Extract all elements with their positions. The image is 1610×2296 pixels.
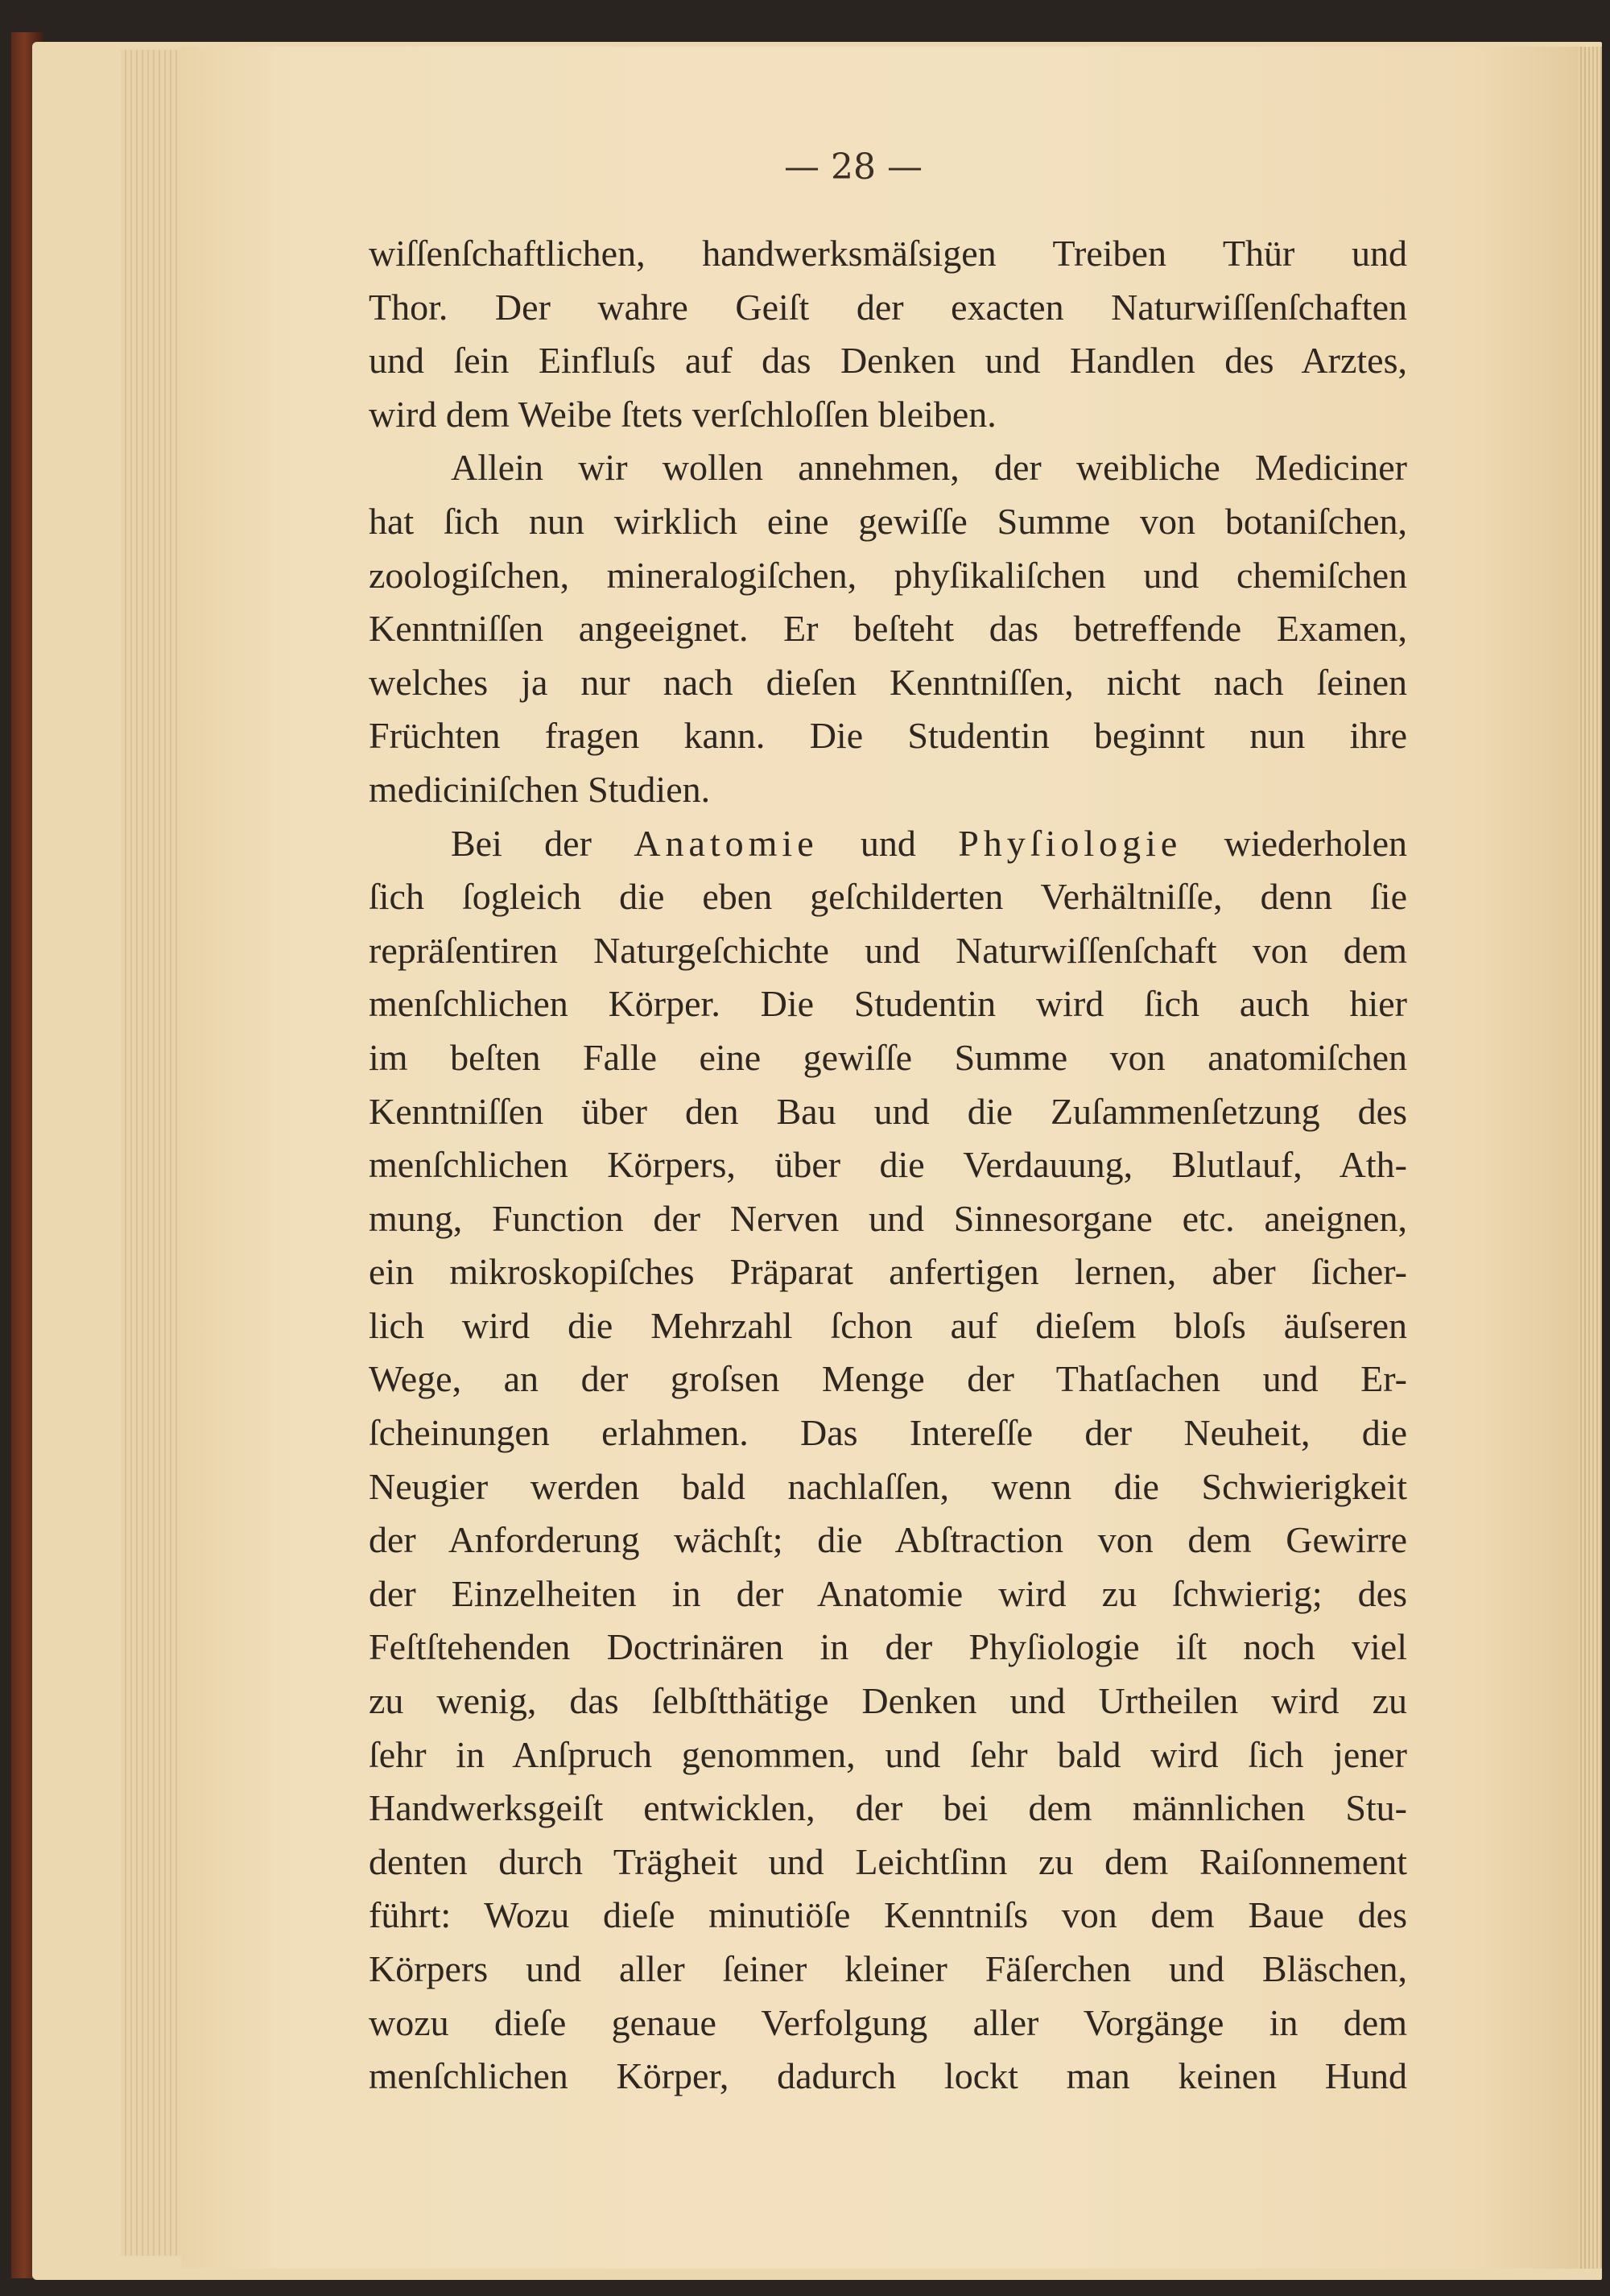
text-line-12-lead: Bei der [451, 822, 634, 864]
text-line-4: wird dem Weibe ſtets verſchloſſen bleiben. [369, 393, 997, 435]
text-line-22: Wege, an der groſsen Menge der Thatſachen und Er- [369, 1358, 1407, 1400]
text-line-12-tail: wiederholen [1182, 822, 1407, 864]
text-line-6: hat ſich nun wirklich eine gewiſſe Summe von botaniſchen, [369, 500, 1407, 542]
text-line-17: Kenntniſſen über den Bau und die Zuſammenſetzung des [369, 1090, 1407, 1132]
text-line-18: menſchlichen Körpers, über die Verdauung, Blutlauf, Ath- [369, 1144, 1407, 1186]
text-line-7: zoologiſchen, mineralogiſchen, phyſikaliſchen und chemiſchen [369, 554, 1407, 596]
text-line-30: Handwerksgeiſt entwicklen, der bei dem männlichen Stu- [369, 1787, 1407, 1829]
text-line-32: führt: Wozu dieſe minutiöſe Kenntniſs von dem Baue des [369, 1894, 1407, 1936]
text-line-13: ſich ſogleich die eben geſchilderten Verhältniſſe, denn ſie [369, 876, 1407, 918]
text-line-12-spaced [369, 817, 1407, 871]
text-line-29: ſehr in Anſpruch genommen, und ſehr bald wird ſich jener [369, 1733, 1407, 1775]
text-line-33: Körpers und aller ſeiner kleiner Fäſerchen und Bläschen, [369, 1948, 1407, 1989]
text-line-34: wozu dieſe genaue Verfolgung aller Vorgänge in dem [369, 2001, 1407, 2043]
text-line-21: lich wird die Mehrzahl ſchon auf dieſem bloſs äuſseren [369, 1304, 1407, 1346]
text-line-10: Früchten fragen kann. Die Studentin beginnt nun ihre [369, 715, 1407, 757]
text-line-24: Neugier werden bald nachlaſſen, wenn die Schwierigkeit [369, 1465, 1407, 1507]
page-body-text [369, 227, 1407, 2104]
page-stack-right [1578, 47, 1602, 2269]
text-line-26: der Einzelheiten in der Anatomie wird zu ſchwierig; des [369, 1572, 1407, 1614]
text-line-3: und ſein Einfluſs auf das Denken und Handlen des Arztes, [369, 340, 1407, 382]
text-line-8: Kenntniſſen angeeignet. Er beſteht das betreffende Examen, [369, 608, 1407, 650]
text-line-19: mung, Function der Nerven und Sinnesorgane etc. aneignen, [369, 1197, 1407, 1239]
text-line-1: wiſſenſchaftlichen, handwerksmäſsigen Treiben Thür und [369, 233, 1407, 274]
text-line-31: denten durch Trägheit und Leichtſinn zu dem Raiſonnement [369, 1840, 1407, 1882]
text-line-9: welches ja nur nach dieſen Kenntniſſen, nicht nach ſeinen [369, 661, 1407, 703]
text-line-15: menſchlichen Körper. Die Studentin wird ſich auch hier [369, 983, 1407, 1025]
text-line-25: der Anforderung wächſt; die Abſtraction von dem Gewirre [369, 1519, 1407, 1561]
emphasis-anatomie: Anatomie [634, 822, 819, 864]
emphasis-physiologie: Phyſiologie [958, 822, 1183, 864]
text-line-12-mid: und [818, 822, 959, 864]
text-line-27: Feſtſtehenden Doctrinären in der Phyſiologie iſt noch viel [369, 1626, 1407, 1668]
text-line-16: im beſten Falle eine gewiſſe Summe von anatomiſchen [369, 1036, 1407, 1078]
text-line-11: mediciniſchen Studien. [369, 768, 711, 810]
text-line-23: ſcheinungen erlahmen. Das Intereſſe der Neuheit, die [369, 1412, 1407, 1454]
page-number: — 28 — [784, 147, 923, 188]
text-line-14: repräſentiren Naturgeſchichte und Naturwiſſenſchaft von dem [369, 929, 1407, 971]
text-line-28: zu wenig, das ſelbſtthätige Denken und Urtheilen wird zu [369, 1680, 1407, 1722]
text-line-2: Thor. Der wahre Geiſt der exacten Naturwiſſenſchaften [369, 286, 1407, 328]
text-line-35: menſchlichen Körper, dadurch lockt man keinen Hund [369, 2055, 1407, 2097]
text-line-5: Allein wir wollen annehmen, der weibliche Mediciner [451, 447, 1407, 489]
text-line-20: ein mikroskopiſches Präparat anfertigen lernen, aber ſicher- [369, 1251, 1407, 1293]
